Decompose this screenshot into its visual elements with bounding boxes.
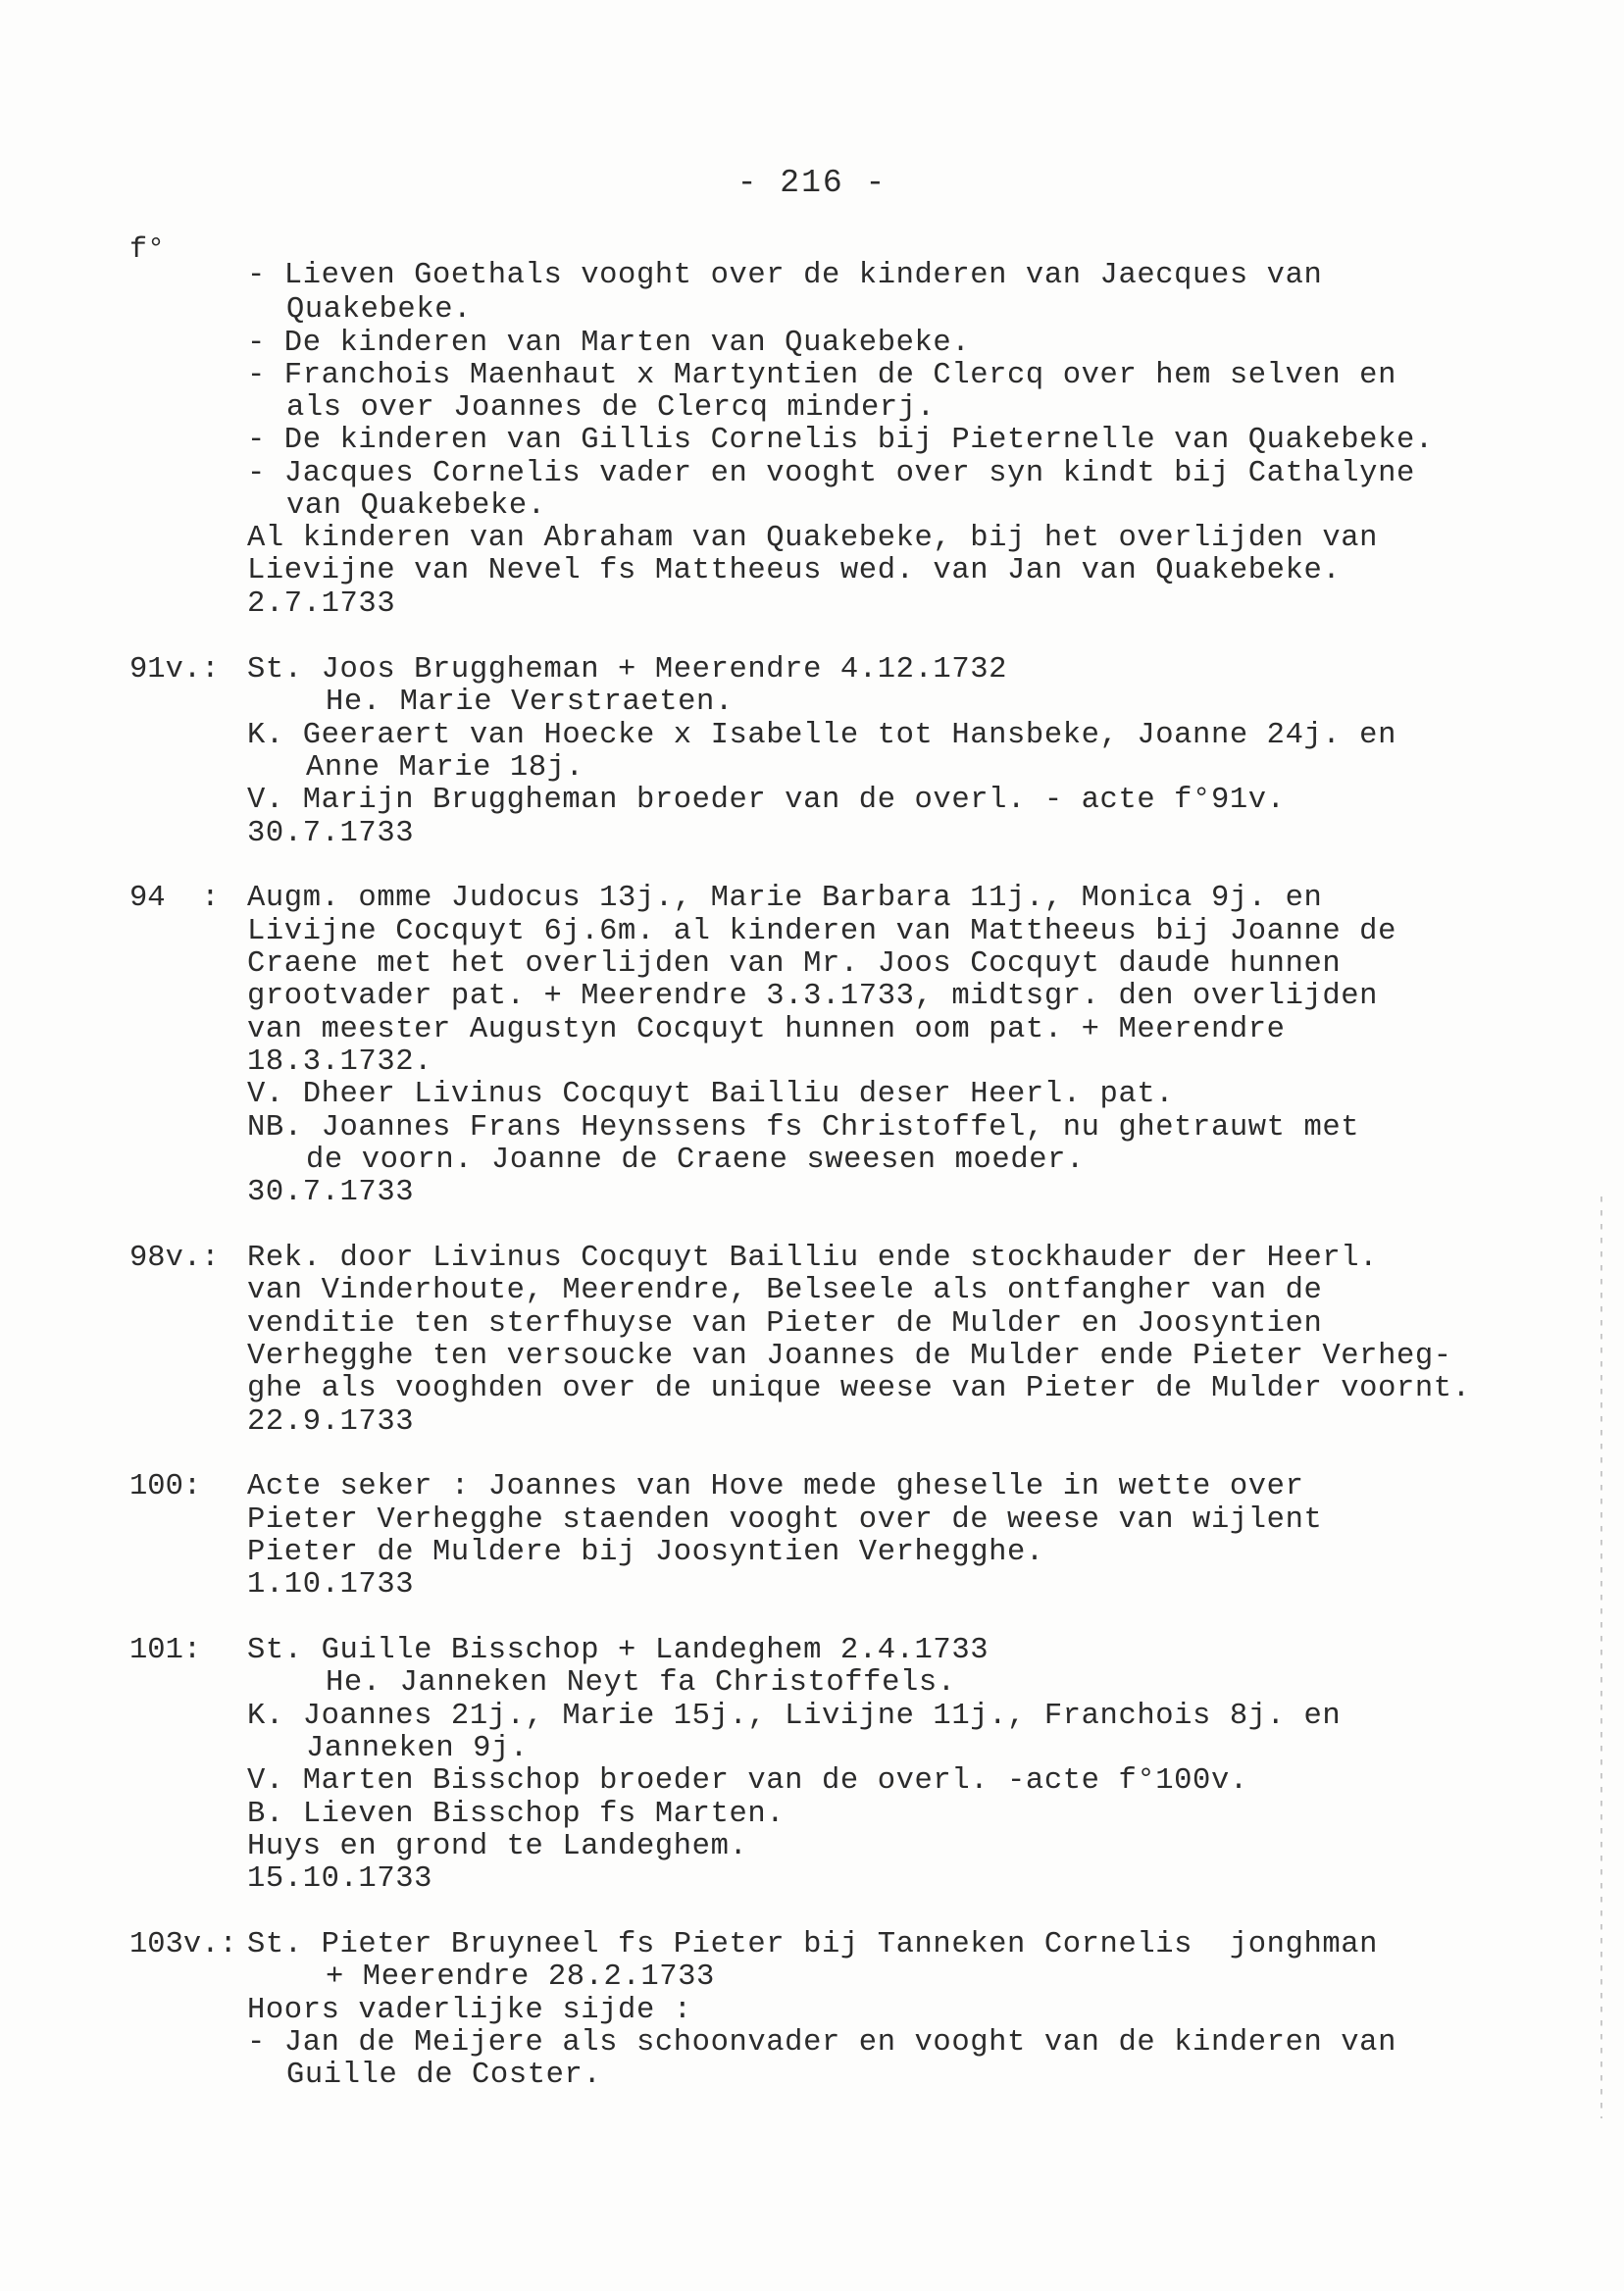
- text-line: He. Janneken Neyt fa Christoffels.: [326, 1666, 956, 1700]
- text-line: Livijne Cocquyt 6j.6m. al kinderen van Mattheeus bij Joanne de: [247, 915, 1396, 948]
- text-line: 15.10.1733: [247, 1862, 433, 1896]
- folio-reference: 100:: [129, 1470, 202, 1503]
- page-number: - 216 -: [736, 165, 888, 201]
- text-line: V. Marten Bisschop broeder van de overl. -acte f°100v.: [247, 1764, 1248, 1798]
- folio-mark: f°: [129, 233, 166, 267]
- text-line: 30.7.1733: [247, 1176, 415, 1209]
- text-line: K. Joannes 21j., Marie 15j., Livijne 11j., Franchois 8j. en: [247, 1700, 1342, 1733]
- text-line: van meester Augustyn Cocquyt hunnen oom pat. + Meerendre: [247, 1013, 1286, 1046]
- text-line: 1.10.1733: [247, 1568, 415, 1602]
- text-line: Anne Marie 18j.: [306, 751, 584, 785]
- text-line: 22.9.1733: [247, 1405, 415, 1439]
- folio-reference: 101:: [129, 1634, 202, 1667]
- text-line: 30.7.1733: [247, 817, 415, 850]
- text-line: + Meerendre 28.2.1733: [326, 1960, 715, 1994]
- text-line: Verhegghe ten versoucke van Joannes de Mulder ende Pieter Verheg-: [247, 1340, 1452, 1373]
- text-line: Al kinderen van Abraham van Quakebeke, bij het overlijden van: [247, 522, 1379, 555]
- text-line: Janneken 9j.: [306, 1732, 529, 1765]
- text-line: Hoors vaderlijke sijde :: [247, 1994, 692, 2027]
- text-line: St. Joos Bruggheman + Meerendre 4.12.1732: [247, 653, 1008, 687]
- folio-reference: 103v.:: [129, 1928, 237, 1961]
- text-line: Acte seker : Joannes van Hove mede gheselle in wette over: [247, 1470, 1304, 1503]
- text-line: - Franchois Maenhaut x Martyntien de Clercq over hem selven en: [247, 359, 1396, 392]
- text-line: - De kinderen van Gillis Cornelis bij Pieternelle van Quakebeke.: [247, 424, 1434, 457]
- text-line: Pieter Verhegghe staenden vooght over de weese van wijlent: [247, 1503, 1323, 1537]
- text-line: - Jan de Meijere als schoonvader en vooght van de kinderen van: [247, 2026, 1396, 2060]
- text-line: - Lieven Goethals vooght over de kinderen van Jaecques van: [247, 259, 1323, 292]
- text-line: - Jacques Cornelis vader en vooght over syn kindt bij Cathalyne: [247, 457, 1415, 490]
- text-line: van Quakebeke.: [286, 489, 546, 523]
- text-line: als over Joannes de Clercq minderj.: [286, 391, 936, 425]
- text-line: Craene met het overlijden van Mr. Joos Cocquyt daude hunnen: [247, 947, 1342, 981]
- text-line: ghe als vooghden over de unique weese van Pieter de Mulder voornt.: [247, 1372, 1471, 1405]
- text-line: Quakebeke.: [286, 293, 473, 327]
- folio-reference: 94 :: [129, 882, 220, 915]
- text-line: Huys en grond te Landeghem.: [247, 1830, 748, 1863]
- text-line: van Vinderhoute, Meerendre, Belseele als ontfangher van de: [247, 1274, 1323, 1307]
- text-line: He. Marie Verstraeten.: [326, 686, 734, 719]
- text-line: 2.7.1733: [247, 587, 396, 621]
- text-line: venditie ten sterfhuyse van Pieter de Mulder en Joosyntien: [247, 1307, 1323, 1341]
- text-line: St. Pieter Bruyneel fs Pieter bij Tanneken Cornelis jonghman: [247, 1928, 1379, 1961]
- text-line: St. Guille Bisschop + Landeghem 2.4.1733: [247, 1634, 990, 1667]
- text-line: de voorn. Joanne de Craene sweesen moeder.: [306, 1144, 1085, 1177]
- text-line: - De kinderen van Marten van Quakebeke.: [247, 327, 971, 360]
- folio-reference: 91v.:: [129, 653, 220, 687]
- text-line: 18.3.1732.: [247, 1045, 433, 1079]
- text-line: Rek. door Livinus Cocquyt Bailliu ende stockhauder der Heerl.: [247, 1242, 1379, 1275]
- text-line: B. Lieven Bisschop fs Marten.: [247, 1798, 786, 1831]
- text-line: NB. Joannes Frans Heynssens fs Christoffel, nu ghetrauwt met: [247, 1111, 1360, 1145]
- text-line: Guille de Coster.: [286, 2059, 602, 2092]
- text-line: K. Geeraert van Hoecke x Isabelle tot Hansbeke, Joanne 24j. en: [247, 719, 1396, 752]
- folio-reference: 98v.:: [129, 1242, 220, 1275]
- text-line: V. Marijn Bruggheman broeder van de overl. - acte f°91v.: [247, 784, 1286, 817]
- text-line: grootvader pat. + Meerendre 3.3.1733, midtsgr. den overlijden: [247, 980, 1379, 1013]
- text-line: Lievijne van Nevel fs Mattheeus wed. van Jan van Quakebeke.: [247, 554, 1342, 587]
- text-line: V. Dheer Livinus Cocquyt Bailliu deser Heerl. pat.: [247, 1078, 1175, 1111]
- text-line: Pieter de Muldere bij Joosyntien Verhegghe.: [247, 1536, 1044, 1569]
- scan-margin-artifact: [1600, 1196, 1602, 2118]
- text-line: Augm. omme Judocus 13j., Marie Barbara 11j., Monica 9j. en: [247, 882, 1323, 915]
